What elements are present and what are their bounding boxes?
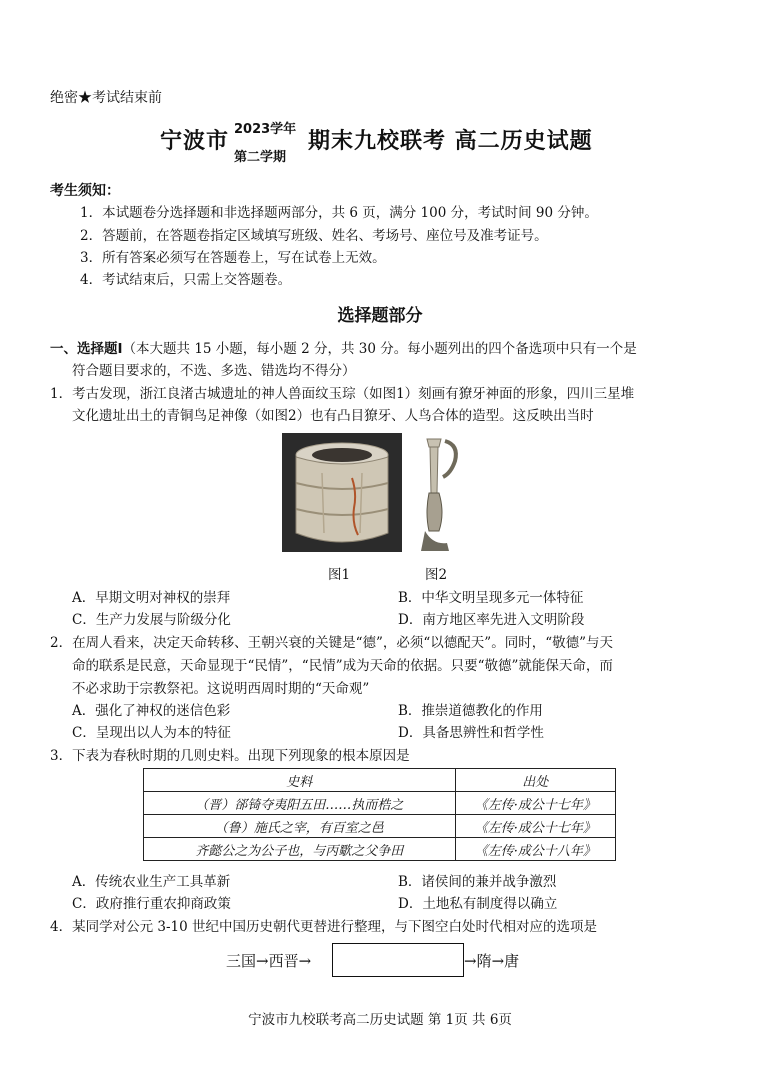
part-desc-cont: 符合题目要求的，不选、多选、错选均不得分）	[72, 363, 356, 379]
table-cell: 《左传·成公十七年》	[455, 792, 615, 815]
q3-option-b[interactable]: B．诸侯间的兼并战争激烈	[398, 874, 557, 890]
notice-item: 2．答题前，在答题卷指定区域填写班级、姓名、考场号、座位号及准考证号。	[80, 228, 548, 244]
table-cell: 《左传·成公十八年》	[455, 838, 615, 861]
fig1-caption: 图1	[328, 567, 351, 583]
q1-option-d[interactable]: D．南方地区率先进入文明阶段	[398, 612, 585, 628]
q3-option-c[interactable]: C．政府推行重农抑商政策	[72, 896, 231, 912]
page-title: 期末九校联考 高二历史试题	[308, 129, 593, 154]
dynasty-sequence-right: →隋→唐	[464, 952, 520, 970]
table-cell: （鲁）施氏之宰，有百室之邑	[144, 815, 456, 838]
q1-stem-cont: 文化遗址出土的青铜鸟足神像（如图2）也有凸目獠牙、人鸟合体的造型。这反映出当时	[72, 408, 594, 424]
q3-stem: 3．下表为春秋时期的几则史料。出现下列现象的根本原因是	[50, 748, 410, 764]
table-cell: 齐懿公之为公子也，与丙歜之父争田	[144, 838, 456, 861]
fig2-caption: 图2	[425, 567, 448, 583]
q3-option-a[interactable]: A．传统农业生产工具革新	[72, 874, 231, 890]
title-city: 宁波市	[160, 129, 230, 154]
dynasty-sequence-left: 三国→西晋→	[226, 952, 312, 970]
section-title: 选择题部分	[337, 306, 423, 326]
title-year: 2023学年	[234, 122, 297, 137]
bronze-statue-figure	[415, 433, 467, 552]
table-cell: 《左传·成公十七年》	[455, 815, 615, 838]
q2-stem: 2．在周人看来，决定天命转移、王朝兴衰的关键是“德”，必须“以德配天”。同时，“敬德”与天	[50, 635, 613, 651]
q1-option-b[interactable]: B．中华文明呈现多元一体特征	[398, 590, 584, 606]
part-heading	[50, 337, 637, 357]
secret-label: 绝密★考试结束前	[50, 90, 162, 106]
q2-option-c[interactable]: C．呈现出以人为本的特征	[72, 725, 231, 741]
q2-stem-cont2: 不必求助于宗教祭祀。这说明西周时期的“天命观”	[72, 681, 370, 697]
q1-option-c[interactable]: C．生产力发展与阶级分化	[72, 612, 231, 628]
q2-stem-cont: 命的联系是民意，天命显现于“民情”，“民情”成为天命的依据。只要“敬德”就能保天命，而	[72, 658, 613, 674]
notice-heading: 考生须知：	[50, 183, 120, 199]
notice-item: 3．所有答案必须写在答题卷上，写在试卷上无效。	[80, 250, 386, 266]
page-footer: 宁波市九校联考高二历史试题 第 1页 共 6页	[248, 1012, 512, 1028]
notice-item: 4．考试结束后，只需上交答题卷。	[80, 272, 292, 288]
notice-item: 1．本试题卷分选择题和非选择题两部分，共 6 页，满分 100 分，考试时间 90 分钟。	[80, 205, 598, 221]
q2-option-d[interactable]: D．具备思辨性和哲学性	[398, 725, 544, 741]
source-table	[143, 768, 616, 861]
table-row	[144, 815, 616, 838]
title-term: 第二学期	[234, 150, 287, 165]
q1-stem: 1．考古发现，浙江良渚古城遗址的神人兽面纹玉琮（如图1）刻画有獠牙神面的形象，四川三星堆	[50, 386, 635, 402]
q2-option-b[interactable]: B．推崇道德教化的作用	[398, 703, 543, 719]
part-desc: （本大题共 15 小题，每小题 2 分，共 30 分。每小题列出的四个备选项中只有一个是	[122, 341, 637, 357]
part-label: 一、选择题Ⅰ	[50, 341, 123, 357]
q4-stem: 4．某同学对公元 3-10 世纪中国历史朝代更替进行整理，与下图空白处时代相对应的选项是	[50, 919, 597, 935]
table-row	[144, 792, 616, 815]
q3-option-d[interactable]: D．土地私有制度得以确立	[398, 896, 558, 912]
table-header: 出处	[455, 769, 615, 792]
table-header-row	[144, 769, 616, 792]
blank-dynasty-box	[332, 943, 464, 977]
table-cell: （晋）郤锜夺夷阳五田……执而梏之	[144, 792, 456, 815]
q2-option-a[interactable]: A．强化了神权的迷信色彩	[72, 703, 231, 719]
jade-cong-figure	[282, 433, 402, 552]
table-header: 史料	[144, 769, 456, 792]
q1-option-a[interactable]: A．早期文明对神权的崇拜	[72, 590, 231, 606]
table-row	[144, 838, 616, 861]
